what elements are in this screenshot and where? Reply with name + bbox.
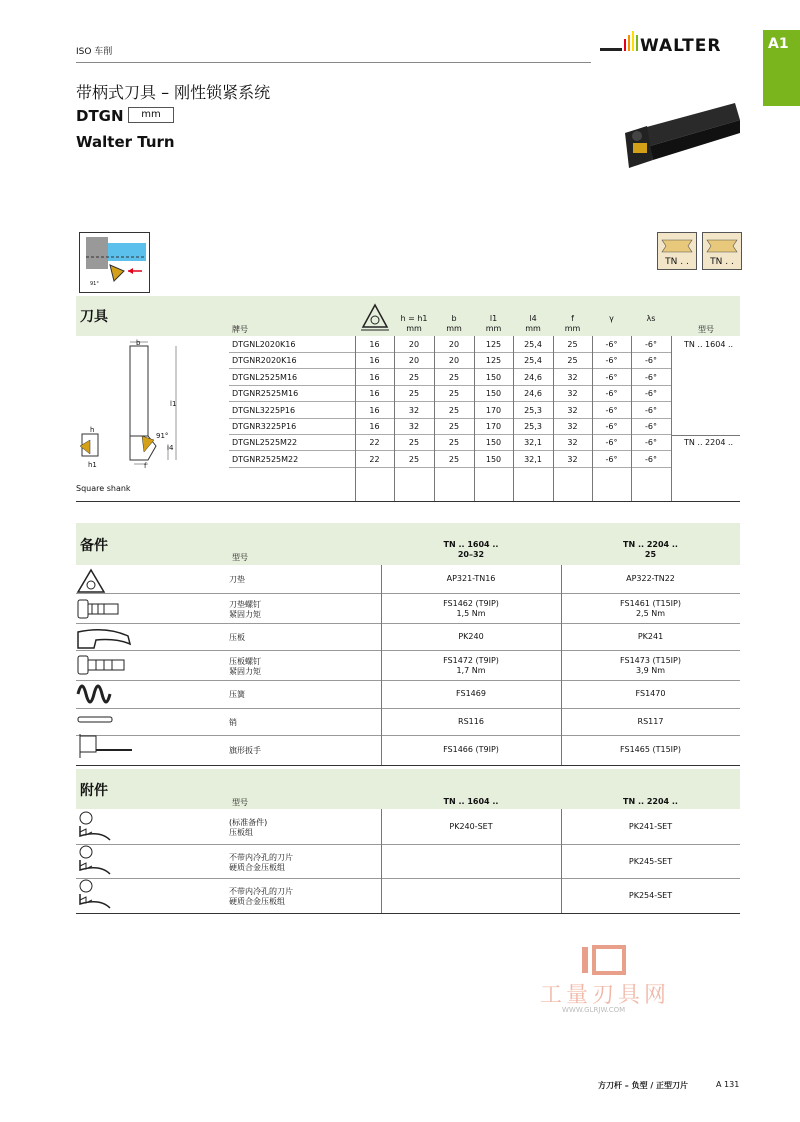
series-name: DTGN [76, 107, 124, 125]
spare-code-1604[interactable]: RS116 [458, 716, 484, 726]
tools-header-b: b [451, 314, 457, 323]
accessories-col-code: 型号 [232, 798, 248, 807]
spare-row-divider [76, 593, 740, 594]
tools-col-type: 型号 [698, 325, 714, 334]
tool-cell-h: 20 [408, 340, 420, 349]
tool-cell-b: 20 [448, 356, 460, 366]
spare-code-2204[interactable]: FS1465 (T15IP) [620, 745, 681, 754]
tool-cell-l: -6° [645, 422, 657, 431]
spring-icon [78, 686, 110, 702]
tool-cell-h: 25 [408, 454, 420, 464]
spares-col2-sub: 25 [644, 550, 657, 559]
accessory-code-2204[interactable]: PK254-SET [628, 891, 673, 900]
tool-cell-l: -6° [645, 438, 657, 448]
tool-cell-ic: 16 [369, 356, 380, 366]
tool-cell-g: -6° [605, 356, 618, 366]
tool-code[interactable]: DTGNL2525M22 [232, 438, 298, 448]
tool-cell-ic: 16 [369, 389, 380, 399]
tool-cell-l1: 125 [485, 356, 502, 366]
tool-cell-f: 32 [567, 389, 578, 399]
tool-cell-l: -6° [645, 372, 657, 382]
tools-header-unit-l4: mm [525, 324, 541, 333]
tools-header-unit-h: mm [406, 324, 422, 333]
tool-cell-g: -6° [605, 422, 618, 431]
shim-icon [78, 570, 104, 592]
clamp-set-icon [80, 812, 110, 840]
tool-cell-b: 25 [448, 405, 460, 415]
tool-cell-l4: 32,1 [524, 454, 542, 464]
spare-code-2204[interactable]: PK241 [637, 631, 664, 641]
spare-label: 销 [229, 717, 237, 727]
tool-cell-h: 32 [408, 422, 420, 431]
spare-torque-2204: 2,5 Nm [635, 609, 666, 618]
tool-cell-l4: 25,4 [524, 340, 542, 349]
spare-row-divider [76, 623, 740, 624]
spare-code-1604[interactable]: AP321-TN16 [446, 574, 496, 583]
tool-holder-image [615, 98, 745, 178]
tools-header-unit-f: mm [564, 324, 581, 333]
dim-l1: l1 [170, 400, 177, 408]
accessory-code-1604[interactable]: PK240-SET [449, 822, 493, 831]
type-group-2204: TN .. 2204 .. [684, 438, 734, 447]
type-group-1604: TN .. 1604 .. [684, 340, 734, 349]
tool-cell-f: 32 [567, 372, 578, 382]
tool-code[interactable]: DTGNL3225P16 [232, 405, 296, 415]
tool-row-divider [229, 434, 671, 435]
accessories-col1: TN .. 1604 .. [443, 797, 499, 806]
tool-cell-g: -6° [605, 405, 618, 415]
spare-label: 旗形扳手 [229, 746, 261, 755]
dim-b: b [136, 339, 141, 347]
page-number: A 131 [716, 1080, 740, 1089]
accessory-label: 不带内冷孔的刀片 [229, 852, 293, 862]
accessories-col2: TN .. 2204 .. [623, 797, 678, 806]
carbide-clamp-set-icon-1 [80, 846, 110, 874]
tool-row-divider [229, 467, 671, 468]
tools-header-g: γ [609, 314, 614, 323]
tool-cell-ic: 16 [369, 340, 380, 349]
spares-col1-sub: 20–32 [457, 550, 485, 559]
spare-code-1604[interactable]: FS1466 (T9IP) [443, 745, 499, 754]
tool-row-divider [229, 352, 671, 353]
chapter-tab[interactable] [763, 30, 800, 106]
tool-cell-l: -6° [645, 405, 657, 415]
tools-header-unit-l1: mm [485, 324, 502, 333]
tool-cell-l4: 24,6 [524, 389, 542, 399]
tool-cell-l: -6° [645, 340, 657, 349]
spare-code-1604[interactable]: FS1472 (T9IP) [443, 656, 499, 665]
spare-row-divider [76, 708, 740, 709]
tool-row-divider [229, 450, 671, 451]
tool-cell-f: 32 [567, 438, 578, 448]
spare-code-2204[interactable]: FS1461 (T15IP) [620, 599, 681, 608]
shank-label: Square shank [76, 484, 131, 493]
walter-brand: WALTER [640, 36, 722, 56]
product-name: Walter Turn [76, 133, 175, 151]
tool-code[interactable]: DTGNR2525M16 [232, 389, 299, 399]
tool-cell-b: 20 [448, 340, 460, 349]
section-label: ISO 车削 [76, 47, 113, 57]
spares-col2-title: TN .. 2204 .. [623, 540, 678, 549]
accessory-label: (标准备件) [229, 818, 268, 827]
tool-cell-ic: 16 [369, 372, 380, 382]
accessory-label-2: 硬质合金压板组 [229, 897, 285, 906]
dim-h: h [90, 426, 95, 434]
shim-screw-icon [78, 600, 118, 618]
watermark-logo-icon [580, 945, 630, 977]
tool-cell-l4: 32,1 [524, 438, 542, 448]
tools-header-unit-b: mm [446, 324, 462, 333]
machining-diagram [79, 232, 150, 293]
tool-cell-l1: 125 [485, 340, 502, 349]
tools-header-h: h = h1 [400, 314, 428, 323]
dim-h1: h1 [88, 461, 97, 469]
clamp-screw-icon [78, 656, 124, 674]
spares-col-code: 型号 [232, 553, 248, 562]
spare-code-2204[interactable]: FS1473 (T15IP) [620, 656, 681, 665]
accessory-code-2204[interactable]: PK241-SET [628, 822, 673, 831]
tool-cell-b: 25 [448, 389, 460, 399]
tools-section-title: 刀具 [80, 309, 108, 325]
tool-row-divider [229, 401, 671, 402]
spare-code-2204[interactable]: RS117 [637, 716, 664, 726]
spare-code-1604[interactable]: PK240 [458, 631, 484, 641]
accessory-code-2204[interactable]: PK245-SET [628, 856, 673, 866]
clamp-icon [78, 630, 130, 648]
tool-code[interactable]: DTGNL2020K16 [232, 340, 296, 349]
tool-code[interactable]: DTGNR3225P16 [232, 422, 297, 431]
spare-row-divider [76, 765, 740, 766]
insert-size-icon [361, 303, 389, 331]
spare-label: 压板 [229, 632, 245, 642]
tool-cell-f: 32 [567, 405, 578, 415]
spare-row-divider [76, 650, 740, 651]
pin-icon [78, 717, 112, 722]
header-rule [76, 62, 591, 63]
tools-header-l4: l4 [529, 314, 537, 323]
spares-section-title: 备件 [80, 538, 108, 554]
tools-header-l: λs [646, 314, 656, 323]
spare-row-divider [76, 680, 740, 681]
tool-cell-l4: 25,3 [524, 422, 542, 431]
accessory-label: 不带内冷孔的刀片 [229, 887, 293, 896]
accessories-section-title: 附件 [80, 783, 108, 799]
tool-cell-b: 25 [448, 438, 460, 448]
accessory-label-2: 压板组 [229, 828, 253, 837]
flag-key-icon [80, 734, 132, 758]
insert-badge-1: TN . . [657, 232, 697, 270]
dim-f: f [144, 462, 147, 470]
tool-cell-f: 25 [567, 356, 578, 366]
tool-cell-l1: 170 [485, 405, 502, 415]
tools-header-l1: l1 [489, 314, 498, 323]
spare-label: 压板螺钉 [229, 657, 261, 666]
tool-cell-l1: 150 [485, 454, 502, 464]
tool-cell-l: -6° [645, 389, 657, 399]
accessory-row-divider [76, 913, 740, 914]
tool-cell-h: 25 [408, 372, 420, 382]
tool-cell-b: 25 [448, 422, 460, 431]
spare-code-1604[interactable]: FS1469 [456, 689, 486, 698]
tool-cell-b: 25 [448, 454, 460, 464]
spare-label-2: 紧固力矩 [229, 667, 261, 676]
tool-row-divider [229, 418, 671, 419]
tool-cell-l1: 150 [485, 389, 502, 399]
accessory-label-2: 硬质合金压板组 [229, 862, 285, 872]
footer-text: 方刀杆 – 负型 / 正型刀片 [598, 1081, 689, 1090]
tool-cell-ic: 16 [369, 422, 380, 431]
tool-cell-l1: 150 [485, 372, 502, 382]
chapter-tab-label: A1 [768, 36, 789, 52]
tool-cell-l4: 25,3 [524, 405, 542, 415]
carbide-clamp-set-icon-2 [80, 880, 110, 908]
tool-cell-h: 32 [408, 405, 420, 415]
tool-cell-h: 25 [408, 389, 420, 399]
watermark-text: 工量刃具网 [540, 983, 671, 1008]
tool-cell-g: -6° [605, 340, 618, 349]
spare-code-1604[interactable]: FS1462 (T9IP) [443, 599, 499, 608]
tools-header-f: f [571, 314, 574, 323]
tool-cell-l: -6° [645, 356, 657, 366]
tool-cell-g: -6° [605, 389, 618, 399]
tool-cell-ic: 16 [369, 405, 380, 415]
tool-cell-f: 32 [567, 454, 578, 464]
spare-code-2204[interactable]: AP322-TN22 [626, 574, 675, 583]
tool-cell-h: 20 [408, 356, 420, 366]
watermark-url: WWW.GLRJW.COM [562, 1006, 626, 1014]
tool-cell-b: 25 [448, 372, 460, 382]
tool-code[interactable]: DTGNR2020K16 [232, 356, 297, 366]
spares-icons [76, 566, 136, 766]
spare-row-divider [76, 735, 740, 736]
dim-angle: 91° [156, 432, 169, 440]
accessory-row-divider [76, 844, 740, 845]
tool-cell-g: -6° [605, 372, 618, 382]
tools-col-code: 牌号 [232, 325, 248, 334]
spare-torque-2204: 3,9 Nm [635, 666, 666, 675]
tool-cell-l1: 170 [485, 422, 502, 431]
diagram-angle: 91° [90, 281, 99, 287]
tool-code[interactable]: DTGNR2525M22 [232, 454, 299, 464]
page-title: 带柄式刀具 – 刚性锁紧系统 [76, 83, 271, 102]
spare-label: 刀垫 [229, 575, 245, 584]
spares-col1-title: TN .. 1604 .. [443, 540, 499, 549]
tool-code[interactable]: DTGNL2525M16 [232, 372, 298, 382]
tool-cell-l4: 25,4 [524, 356, 542, 366]
unit-box: mm [128, 107, 174, 123]
tool-cell-l1: 150 [485, 438, 502, 448]
tool-cell-ic: 22 [369, 454, 380, 464]
tool-cell-g: -6° [605, 438, 618, 448]
tool-cell-l: -6° [645, 454, 657, 464]
accessory-row-divider [76, 878, 740, 879]
dim-l4: l4 [167, 444, 174, 452]
tool-cell-h: 25 [408, 438, 420, 448]
spare-label: 刀垫螺钉 [229, 600, 261, 609]
tool-row-divider [229, 368, 671, 369]
spare-torque-1604: 1,5 Nm [456, 609, 486, 618]
spare-label-2: 紧固力矩 [229, 610, 261, 619]
tool-cell-ic: 22 [369, 438, 380, 448]
tool-cell-f: 25 [567, 340, 578, 349]
insert-badge-2: TN . . [702, 232, 742, 270]
tool-row-divider [229, 385, 671, 386]
accessory-icons [76, 810, 136, 914]
tool-cell-f: 32 [567, 422, 578, 431]
spare-code-2204[interactable]: FS1470 [635, 689, 666, 698]
spare-torque-1604: 1,7 Nm [456, 666, 486, 675]
tool-cell-g: -6° [605, 454, 618, 464]
tool-cell-l4: 24,6 [524, 372, 542, 382]
spare-label: 压簧 [229, 690, 245, 699]
